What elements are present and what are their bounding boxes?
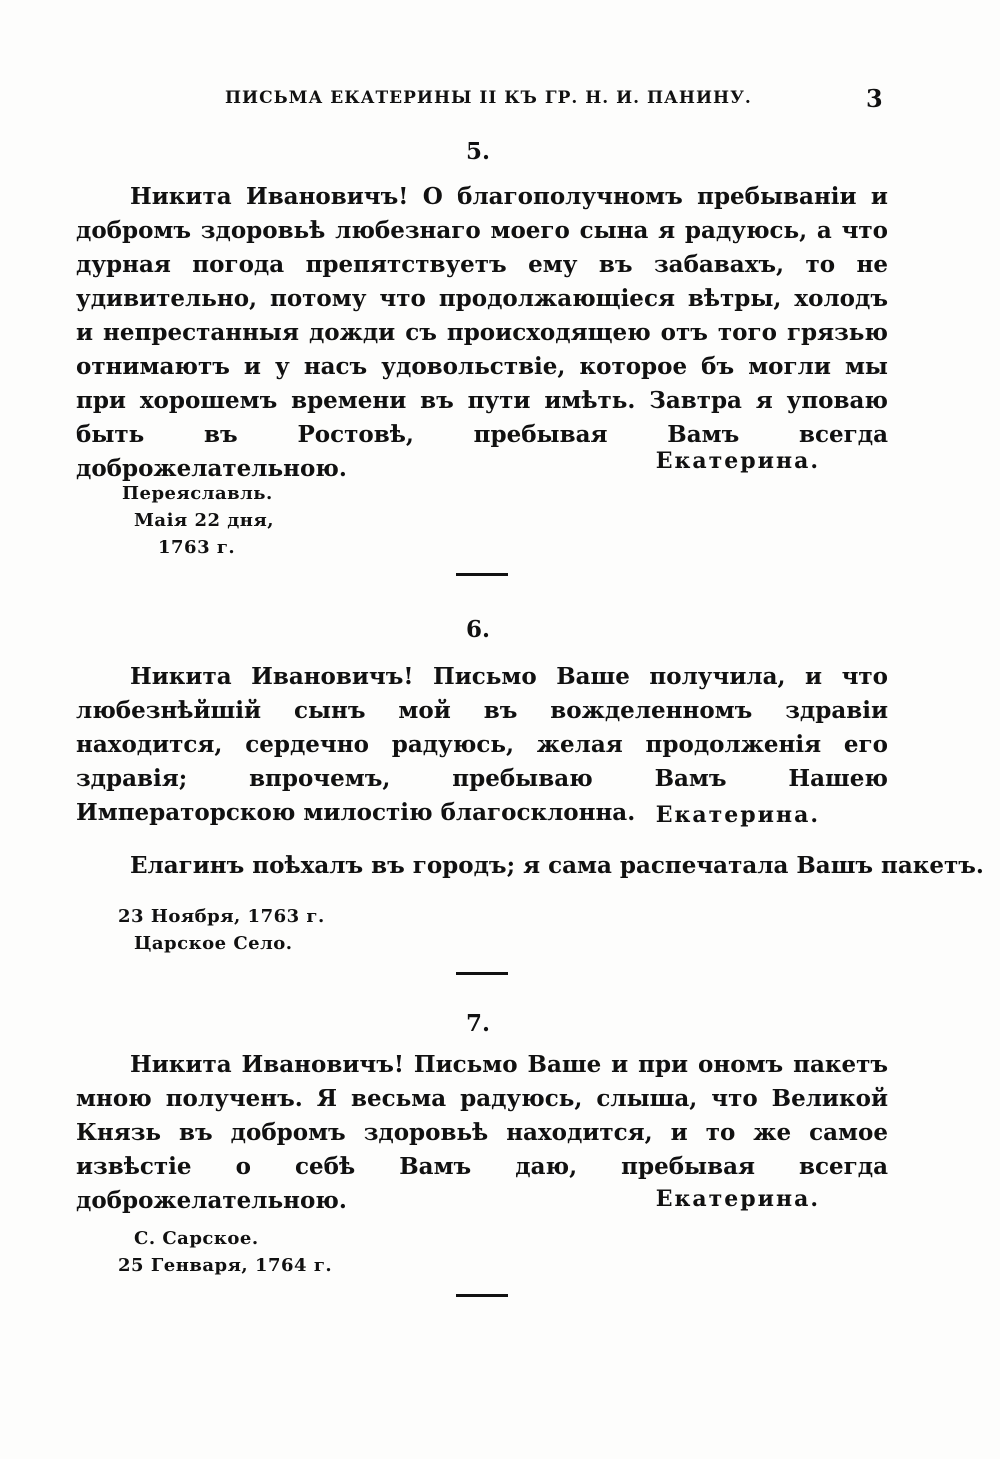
signature: Екатерина. xyxy=(655,1186,820,1212)
letter-place: С. Сарское. xyxy=(134,1228,259,1249)
letter-number: 5. xyxy=(465,138,490,165)
page-number: 3 xyxy=(866,84,883,113)
letter-body: Никита Ивановичъ! Письмо Ваше и при ономъ пакетъ мною полученъ. Я весьма радуюсь, слыша, что Великой Князь въ добромъ здоровьѣ находится, и то же самое извѣстіе о себѣ Вамъ даю, пребывая всегда доброжелательною. xyxy=(76,1051,888,1214)
letter-number: 6. xyxy=(465,616,490,643)
postscript: Елагинъ поѣхалъ въ городъ; я сама распечатала Вашъ пакетъ. xyxy=(130,852,984,879)
letter-date-year: 1763 г. xyxy=(158,537,236,558)
letter-date-day: Маія 22 дня, xyxy=(134,510,275,531)
signature: Екатерина. xyxy=(655,802,820,828)
section-divider xyxy=(456,573,508,576)
letter-date: 25 Генваря, 1764 г. xyxy=(118,1255,333,1276)
letter-number: 7. xyxy=(465,1010,490,1037)
letter-date: 23 Ноября, 1763 г. xyxy=(118,906,325,927)
letter-body: Никита Ивановичъ! Письмо Ваше получила, и что любезнѣйшій сынъ мой въ вожделенномъ здравіи находится, сердечно радуюсь, желая продолженія его здравія; впрочемъ, пребываю Вамъ Нашею Императорскою милостію благосклонна. xyxy=(76,663,888,826)
signature: Екатерина. xyxy=(655,448,820,474)
letter-place: Царское Село. xyxy=(134,933,293,954)
section-divider xyxy=(456,1294,508,1297)
section-divider xyxy=(456,972,508,975)
letter-place: Переяславль. xyxy=(122,483,273,504)
running-header: ПИСЬМА ЕКАТЕРИНЫ II КЪ ГР. Н. И. ПАНИНУ. xyxy=(225,88,752,108)
letter-body: Никита Ивановичъ! О благополучномъ пребываніи и добромъ здоровьѣ любезнаго моего сына я радуюсь, а что дурная погода препятствуетъ ему въ забавахъ, то не удивительно, потому что продолжающіеся вѣтры, холодъ и непрестанныя дожди съ происходящею отъ того грязью отнимаютъ и у насъ удовольствіе, которое бъ могли мы при хорошемъ времени въ пути имѣть. Завтра я уповаю быть въ Ростовѣ, пребывая Вамъ всегда доброжелательною. xyxy=(76,183,888,482)
